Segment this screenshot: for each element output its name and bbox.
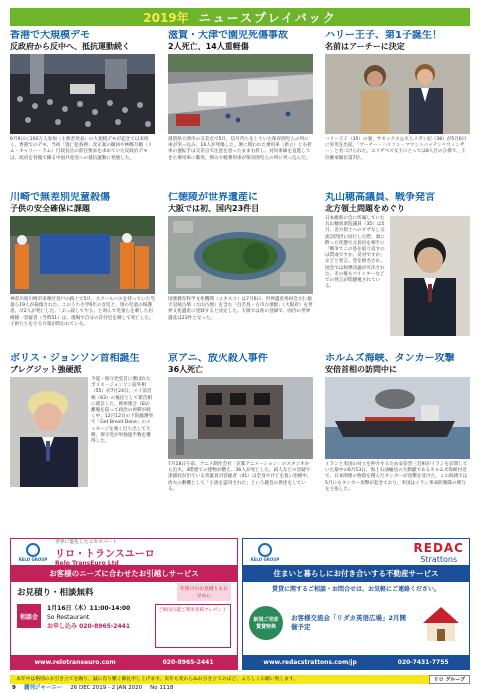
article-body: 7月18日午前、アニメ制作会社「京都アニメーション」のスタジオから出火。3階建ての建物が燃え、36人が死亡した。殺人などの容疑で逮捕状が出ている青葉真司容疑者（41）は全身やけどを負い治療中。放火の動機として「小説を盗用された」という趣旨の供述をしている。 <box>168 462 312 492</box>
page-footer <box>12 684 468 693</box>
subheadline: 北方領土問題をめぐり <box>325 204 405 213</box>
banner-year: 2019年 <box>143 10 189 25</box>
company-name-en: Relo TransEuro Ltd <box>55 559 119 567</box>
article-body: 国連教育科学文化機関（ユネスコ）は7月6日、世界遺産委員会で仁徳天皇陵古墳（大山古墳）を含む「百舌鳥・古市古墳群」（大阪府）を世界文化遺産に登録すると決定した。大阪では初の登録で、国内の世界遺産は23件となった。 <box>168 297 313 321</box>
ad-headline: お客様のニーズに合わせたお引越しサービス <box>11 565 237 582</box>
article-boris-johnson <box>10 353 155 491</box>
relo-group-footer-logo: リロ グループ <box>429 675 470 684</box>
relo-brand: RELO GROUP <box>250 556 280 562</box>
headline: ハリー王子、第1子誕生！ <box>325 30 442 41</box>
article-world-heritage <box>168 192 313 322</box>
article-kyoani-fire <box>168 353 313 493</box>
event-reserve: お申し込み 020-8965-2441 <box>47 623 130 630</box>
relo-group-logo <box>16 543 50 562</box>
ad-phone[interactable]: 020-7431-7755 <box>397 658 449 666</box>
event-date: 1月16日（木）11:00-14:00 <box>47 605 131 612</box>
subheadline: 36人死亡 <box>168 365 204 374</box>
article-body: 今夏・保守党党首に選ばれたボリス・ジョンソン前外相（55）が7月24日、メイ前首相（63）の後任として新首相に就任した。欧州連合（EU）離脱を巡って政治の停滞が続く中、12月12日の下院総選挙で「Get Brexit Done」のメッセージを強く打ち出して大勝。保守党が単独過半数を獲得した。 <box>91 377 154 445</box>
headline: 京アニ、放火殺人事件 <box>168 353 268 364</box>
article-body: 日本維新の会に所属していた丸山穂高衆院議員（35）は5月、北方領土へのビザなし交流訪問団に同行した際、酒に酔った状態で元島民を相手に「戦争でこの島を取り返すのは賛成ですか、反対ですか」などと発言。党を除名され、国会では糾弾決議が可決された。その後もツイッターなどでの発言が問題視されている。 <box>325 216 385 290</box>
headline: 滋賀・大津で園児死傷事故 <box>168 30 288 41</box>
ad-tagline: 世界に進化したエキスパート <box>55 539 118 545</box>
ad-phone[interactable]: 020-8965-2441 <box>162 658 214 666</box>
page-number: 9 <box>12 685 16 691</box>
redac-logo-bottom: Strattons <box>420 554 458 564</box>
ad-footer <box>243 655 469 669</box>
subheadline: 2人死亡、14人重軽傷 <box>168 42 249 51</box>
headline: ボリス・ジョンソン首相誕生 <box>10 353 140 364</box>
redac-logo <box>414 541 465 564</box>
article-otsu-accident <box>168 30 313 162</box>
ad-header <box>243 539 469 565</box>
issue-number: No 1118 <box>150 685 174 691</box>
article-hormuz <box>325 353 470 493</box>
ad-url[interactable]: www.redacstrattons.com/jp <box>263 658 357 666</box>
subheadline: 安倍首相の訪問中に <box>325 365 397 374</box>
year-end-notice <box>10 675 470 684</box>
issue-date: 26 DEC 2019 - 2 JAN 2020 <box>70 685 143 691</box>
article-prince-harry <box>325 30 470 162</box>
article-body: 滋賀県大津市の交差点で5月、信号待ちをしていた保育園児らの列に車が突っ込み、16人が死傷した。署に問われた乗用車（新立）と右折車の運転手は交差点で注意を怠ったまま右折し、対向車線を直進してきた乗用車に衝突。弾みで軽乗用車が保育園児らの列に突っ込んだ。 <box>168 137 312 161</box>
header-banner <box>10 8 470 26</box>
banner-title: ニュースプレイバック <box>198 10 337 25</box>
ad-redac-strattons[interactable] <box>242 538 470 670</box>
article-body: イランと米国の対立を仲介するため安倍晋三首相がイランを訪問していた最中の6月13日、海上石油輸送の大動脈であるホルムズ海峡付近で、日本関連の物資を積んだタンカーが攻撃を受けた。この海域では5月にもタンカー攻撃が起きており、米国はイラン革命防衛隊の関与を主張した。 <box>325 462 468 492</box>
ad-header <box>11 539 237 565</box>
protest-crowd-photo <box>10 54 155 134</box>
subheadline: ブレグジット強硬派 <box>10 365 82 374</box>
ad-url[interactable]: www.relotranseuro.com <box>34 658 116 666</box>
headline: 香港で大規模デモ <box>10 30 90 41</box>
gift-info: ご帰国引越ご利用者様ブレゼント <box>155 604 231 648</box>
house-icon <box>419 603 463 643</box>
article-hongkong <box>10 30 155 162</box>
rescue-scene-photo <box>10 216 155 294</box>
headline: 川崎で無差別児童殺傷 <box>10 192 110 203</box>
ad-footer <box>11 655 237 669</box>
headline: ホルムズ海峡、タンカー攻撃 <box>325 353 455 364</box>
article-kawasaki <box>10 192 155 328</box>
ad-sub: 賃貸に関するご相談・お問合せは、お気軽にご連絡ください。 <box>271 586 440 593</box>
prime-minister-photo <box>10 377 88 491</box>
event-venue: So Restaurant <box>47 614 90 621</box>
royal-couple-photo <box>325 54 470 134</box>
notice-text: 本年中は格別のお引き立てを賜り、誠に有り難く御礼申し上げます。来年も変わらぬお引き立てのほど、よろしくお願い致します。 <box>16 677 299 682</box>
article-body: 6月9日に100万人参加（主催者発表）の大規模デモが起きて以来続く、香港でのデモ。当初「逃亡犯条例」改正案の撤回や林鄭月娥（リム・キャリー・ラム）行政長官の辞任要求を求めていた反政府デモは、政府を背後で操る中国共産党への抵抗運動に発展した。 <box>10 137 153 161</box>
magazine-name: 週刊ジャーニー <box>23 685 63 691</box>
politician-photo <box>390 216 470 340</box>
special-badge: 新規ご売却 賃貸特典 <box>249 606 283 640</box>
company-name: リロ・トランスユーロ <box>55 548 155 560</box>
offer-note: 年明けのお見積りもお早めに <box>177 583 231 601</box>
accident-scene-photo <box>168 54 313 134</box>
subheadline: 大阪では初、国内23件目 <box>168 204 260 213</box>
article-body: ハリー王子（35）の妻、サセックス公夫人メガン妃（38）が5月6日に男児を出産。「アーチー・ハリソン・マウントバッテン＝ウィンザー」と名づけられた。エリザベス女王にとっては8人目のひ孫で、王位継承順位第7位。 <box>325 137 467 161</box>
article-body: 神奈川県川崎市多摩区登戸の路上で5月、スクールバスを待っていた児童ら19人が殺傷された。このうち小学6年の女児と、別の児童の保護者、計2人が死亡した。「ぶっ殺してやる」と叫んで児童らを刺した岩崎隆一容疑者（当時51）は、現場で自分の首付近を刺して死亡した。子供たちを守る方策が問われている。 <box>10 297 155 327</box>
subheadline: 反政府から反中へ、抵抗運動続く <box>10 42 130 51</box>
redac-logo-top: REDAC <box>413 540 464 555</box>
event-info: お客様交流会「リダカ英语広場」2月開催予定 <box>291 614 407 631</box>
article-maruyama <box>325 192 470 340</box>
offer-free-quote: お見積り・相談無料 <box>17 588 94 598</box>
burned-building-photo <box>168 377 313 459</box>
relo-group-logo <box>248 543 282 562</box>
headline: 仁徳陵が世界遺産に <box>168 192 258 203</box>
event-badge: 相談会 <box>17 604 41 628</box>
ad-headline: 住まいと暮らしにお付き合いする不動産サービス <box>243 565 469 582</box>
tanker-photo <box>325 377 470 459</box>
subheadline: 名前はアーチーに決定 <box>325 42 405 51</box>
kofun-aerial-photo <box>168 216 313 294</box>
relo-brand: RELO GROUP <box>18 556 48 562</box>
headline: 丸山穂高議員、戦争発言 <box>325 192 435 203</box>
ad-relo-transeuro[interactable] <box>10 538 238 670</box>
subheadline: 子供の安全確保に課題 <box>10 204 90 213</box>
